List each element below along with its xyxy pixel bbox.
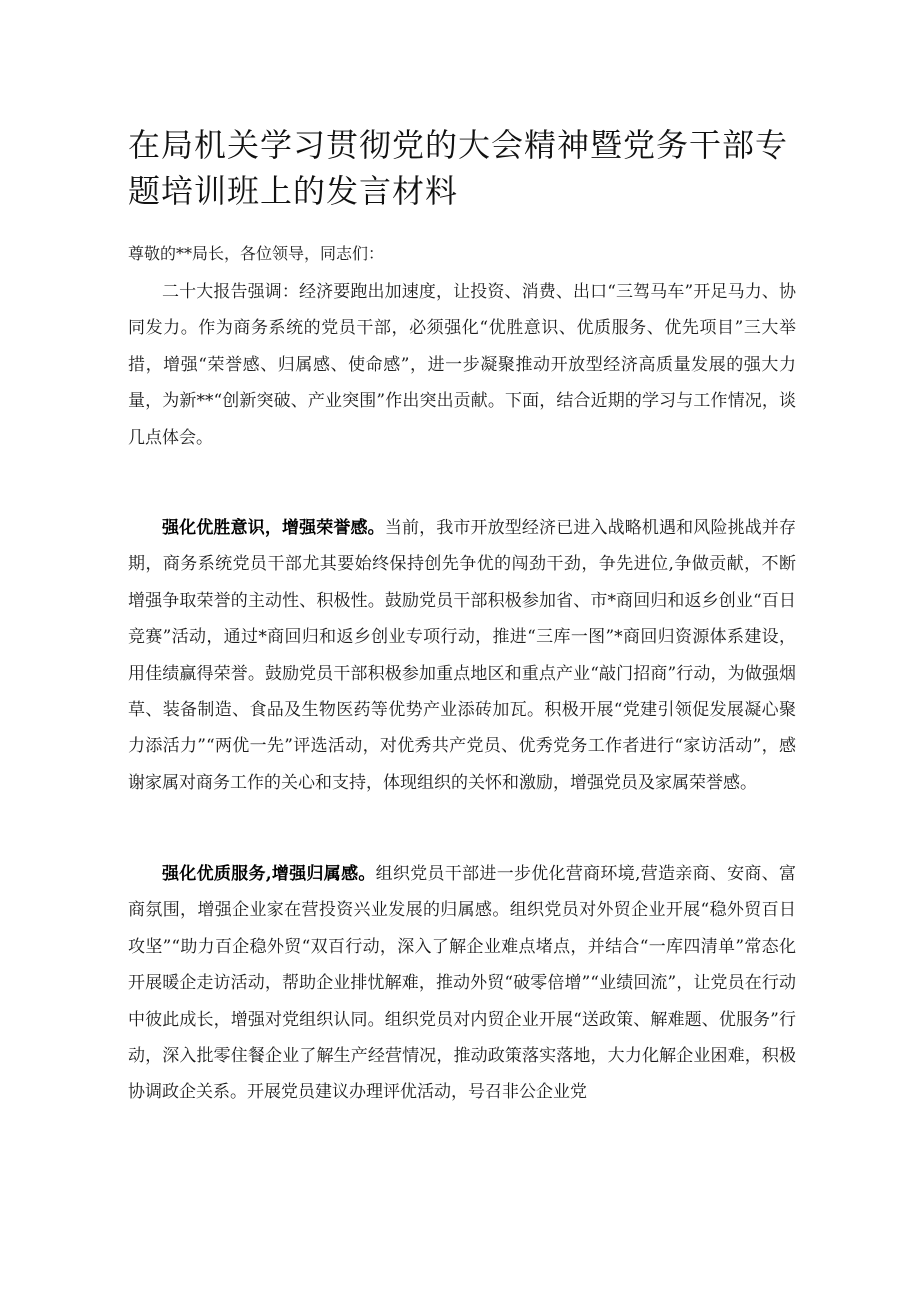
paragraph-heading: 强化优质服务,增强归属感。	[162, 864, 376, 884]
document-title: 在局机关学习贯彻党的大会精神暨党务干部专题培训班上的发言材料	[128, 126, 789, 210]
paragraph-heading: 强化优胜意识，增强荣誉感。	[162, 518, 385, 538]
salutation: 尊敬的**局长，各位领导，同志们：	[128, 244, 385, 263]
paragraph-belonging	[128, 856, 796, 1111]
paragraph-intro	[128, 274, 796, 456]
paragraph-text: 当前，我市开放型经济已进入战略机遇和风险挑战并存期，商务系统党员干部尤其要始终保持创先争优的闯劲干劲，争先进位,争做贡献，不断增强争取荣誉的主动性、积极性。鼓励党员干部积极参加省、市*商回归和返乡创业“百日竞赛”活动，通过*商回归和返乡创业专项行动，推进“三库一图”*商回归资源体系建设，用佳绩赢得荣誉。鼓励党员干部积极参加重点地区和重点产业“敲门招商”行动，为做强烟草、装备制造、食品及生物医药等优势产业添砖加瓦。积极开展“党建引领促发展凝心聚力添活力”“两优一先”评选活动，对优秀共产党员、优秀党务工作者进行“家访活动”，感谢家属对商务工作的关心和支持，体现组织的关怀和激励，增强党员及家属荣誉感。	[128, 518, 797, 793]
paragraph-text: 二十大报告强调：经济要跑出加速度，让投资、消费、出口“三驾马车”开足马力、协同发力。作为商务系统的党员干部，必须强化“优胜意识、优质服务、优先项目”三大举措，增强“荣誉感、归属感、使命感”，进一步凝聚推动开放型经济高质量发展的强大力量，为新**“创新突破、产业突围”作出突出贡献。下面，结合近期的学习与工作情况，谈几点体会。	[128, 282, 796, 448]
paragraph-honor	[128, 510, 796, 801]
paragraph-text: 组织党员干部进一步优化营商环境,营造亲商、安商、富商氛围，增强企业家在营投资兴业发展的归属感。组织党员对外贸企业开展“稳外贸百日攻坚”“助力百企稳外贸“双百行动，深入了解企业难点堵点，并结合“一库四清单”常态化开展暖企走访活动，帮助企业排忧解难，推动外贸“破零倍增”“业绩回流”，让党员在行动中彼此成长，增强对党组织认同。组织党员对内贸企业开展“送政策、解难题、优服务”行动，深入批零住餐企业了解生产经营情况，推动政策落实落地，大力化解企业困难，积极协调政企关系。开展党员建议办理评优活动，号召非公企业党	[128, 864, 796, 1103]
